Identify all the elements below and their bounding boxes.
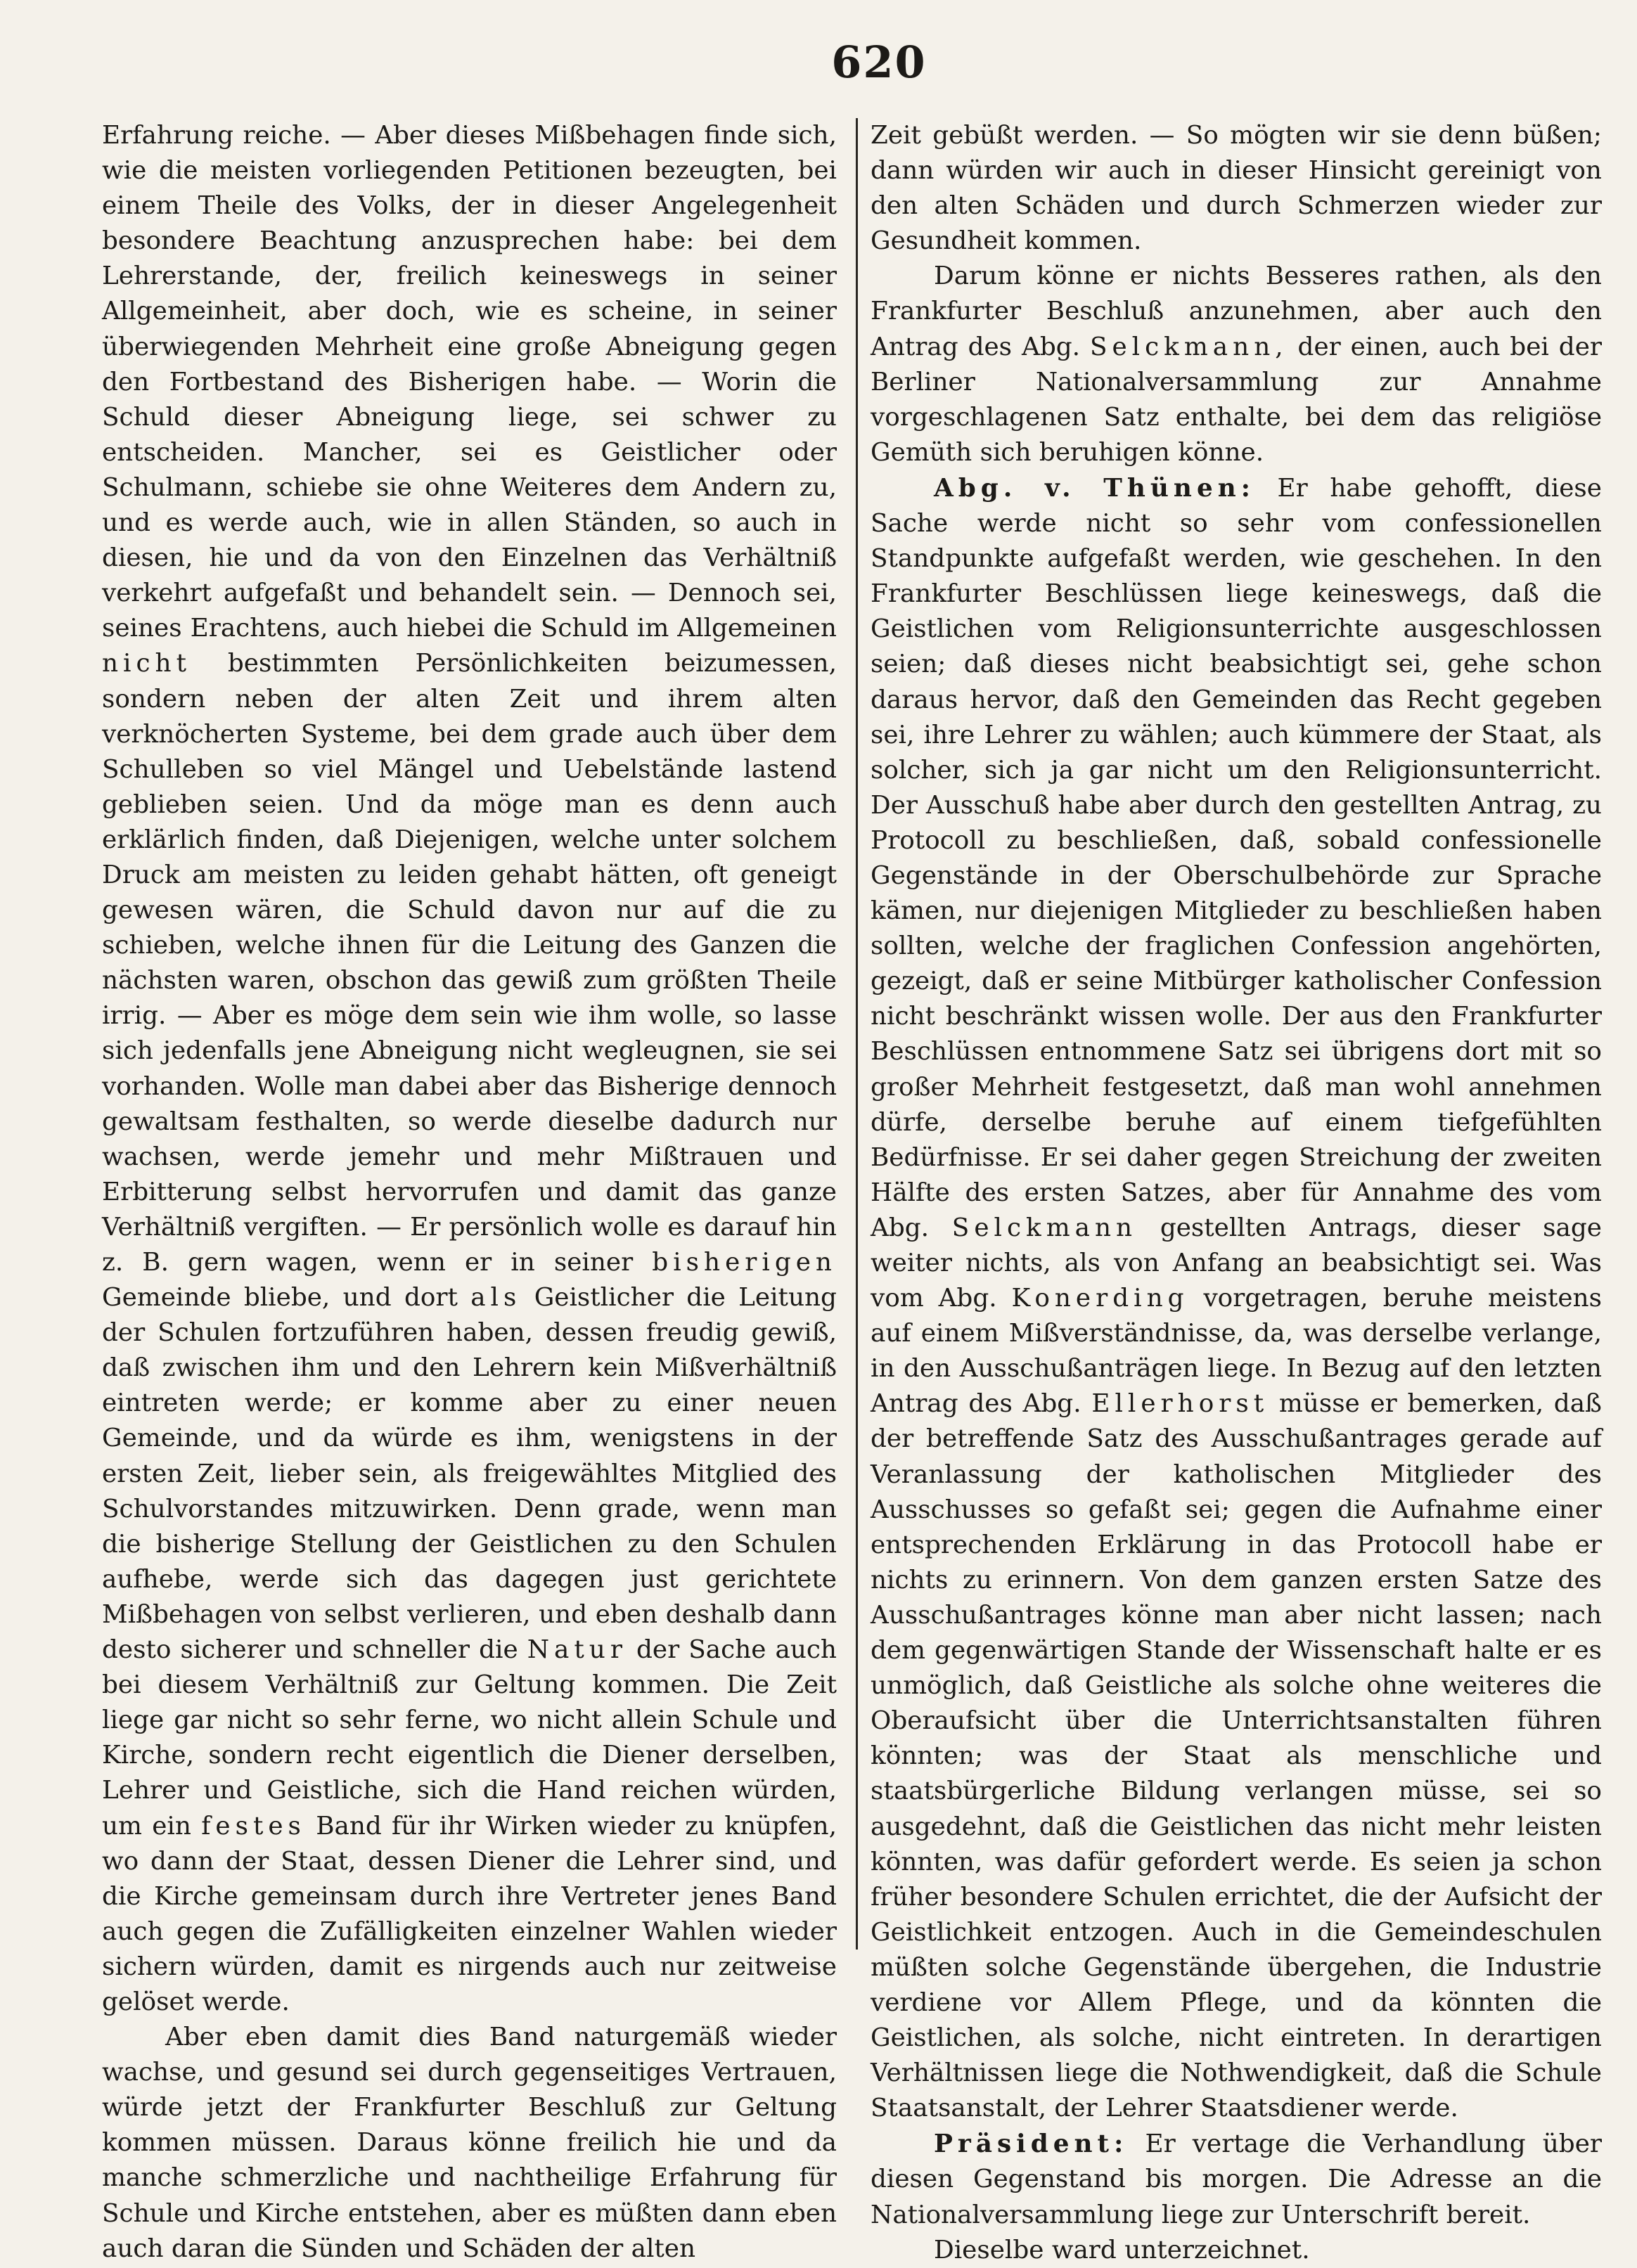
text-run: der Sache auch bei diesem Verhältniß zur Geltung kommen. Die Zeit liege gar nicht so sehr ferne, wo nicht allein Schule und Kirche, sondern recht eigentlich die Diener derselben, Lehrer und Geistliche, sich die Hand reichen würden, um ein <box>102 1635 837 1841</box>
emphasis-nicht: nicht <box>102 649 191 678</box>
speaker-thuenen: Abg. v. Thünen: <box>934 472 1255 503</box>
text-run: Darum könne er nichts Besseres rathen, als den Frankfurter Beschluß anzunehmen, aber auch den Antrag des Abg. <box>871 262 1602 361</box>
text-run: Er vertage die Verhandlung über diesen Gegenstand bis morgen. Die Adresse an die Nationalversammlung liege zur Unterschrift bereit. <box>871 2130 1602 2229</box>
emphasis-festes: festes <box>201 1811 306 1841</box>
emphasis-als: als <box>470 1283 522 1313</box>
text-run: vorgetragen, beruhe meistens auf einem Mißverständnisse, da, was derselbe verlange, in den Ausschußanträgen liege. In Bezug auf den letzten Antrag des Abg. <box>871 1284 1602 1419</box>
emphasis-bisherigen: bisherigen <box>652 1248 837 1277</box>
text-run: Geistlicher die Leitung der Schulen fortzuführen haben, dessen freudig gewiß, daß zwischen ihm und den Lehrern kein Mißverhältniß eintreten werde; er komme aber zu einer neuen Gemeinde, und da würde es ihm, wenigstens in der ersten Zeit, lieber sein, als freigewähltes Mitglied des Schulvorstandes mitzuwirken. Denn grade, wenn man die bisherige Stellung der Geistlichen zu den Schulen aufhebe, werde sich das dagegen just gerichtete Mißbehagen von selbst verlieren, und eben deshalb dann desto sicherer und schneller die <box>102 1283 837 1665</box>
name-selckmann: Selckmann, <box>1089 332 1288 361</box>
right-paragraph-5: Dieselbe ward unterzeichnet. <box>934 2235 1310 2264</box>
right-column <box>871 118 1602 2268</box>
text-run: Gemeinde bliebe, und dort <box>102 1283 458 1313</box>
name-ellerhorst: Ellerhorst <box>1091 1389 1269 1419</box>
name-selckmann: Selckmann <box>951 1213 1138 1242</box>
text-run: gestellten Antrags, dieser sage weiter nichts, als von Anfang an beabsichtigt sei. Was vom Abg. <box>871 1213 1602 1313</box>
text-run: Er habe gehofft, diese Sache werde nicht so sehr vom confessionellen Standpunkte aufgefaßt werden, wie geschehen. In den Frankfurter Beschlüssen liege keineswegs, daß die Geistlichen vom Religionsunterrichte ausgeschlossen seien; daß dieses nicht beabsichtigt sei, gehe schon daraus hervor, daß den Gemeinden das Recht gegeben sei, ihre Lehrer zu wählen; auch kümmere der Staat, als solcher, sich ja gar nicht um den Religionsunterricht. Der Ausschuß habe aber durch den gestellten Antrag, zu Protocoll zu beschließen, daß, sobald confessionelle Gegenstände in der Oberschulbehörde zur Sprache kämen, nur diejenigen Mitglieder zu beschließen haben sollten, welche der fraglichen Confession angehörten, gezeigt, daß er seine Mitbürger katholischer Confession nicht beschränkt wissen wolle. Der aus den Frankfurter Beschlüssen entnommene Satz sei übrigens dort mit so großer Mehrheit festgesetzt, daß man wohl annehmen dürfe, derselbe beruhe auf einem tiefgefühlten Bedürfnisse. Er sei daher gegen Streichung der zweiten Hälfte des ersten Satzes, aber für Annahme des vom Abg. <box>871 473 1602 1242</box>
right-paragraph-3 <box>871 470 1602 2126</box>
left-column <box>102 118 837 2267</box>
column-divider <box>856 118 858 1950</box>
right-paragraph-1: Zeit gebüßt werden. — So mögten wir sie denn büßen; dann würden wir auch in dieser Hinsicht gereinigt von den alten Schäden und durch Schmerzen wieder zur Gesundheit kommen. <box>871 121 1602 256</box>
text-run: Band für ihr Wirken wieder zu knüpfen, wo dann der Staat, dessen Diener die Lehrer sind, und die Kirche gemeinsam durch ihre Vertreter jenes Band auch gegen die Zufälligkeiten einzelner Wahlen wieder sichern würden, damit es nirgends auch nur zeitweise gelöset werde. <box>102 1811 837 2016</box>
name-konerding: Konerding <box>1011 1284 1189 1313</box>
text-run: Erfahrung reiche. — Aber dieses Mißbehagen finde sich, wie die meisten vorliegenden Petitionen bezeugten, bei einem Theile des Volks, der in dieser Angelegenheit besondere Beachtung anzusprechen habe: bei dem Lehrerstande, der, freilich keineswegs in seiner Allgemeinheit, aber doch, wie es scheine, in seiner überwiegenden Mehrheit eine große Abneigung gegen den Fortbestand des Bisherigen habe. — Worin die Schuld dieser Abneigung liege, sei schwer zu entscheiden. Mancher, sei es Geistlicher oder Schulmann, schiebe sie ohne Weiteres dem Andern zu, und es werde auch, wie in allen Ständen, so auch in diesen, hie und da von den Einzelnen das Verhältniß verkehrt aufgefaßt und behandelt sein. — Dennoch sei, seines Erachtens, auch hiebei die Schuld im Allgemeinen <box>102 121 837 643</box>
left-paragraph-2: Aber eben damit dies Band naturgemäß wieder wachse, und gesund sei durch gegenseitiges Vertrauen, würde jetzt der Frankfurter Beschluß zur Geltung kommen müssen. Daraus könne freilich hie und da manche schmerzliche und nachtheilige Erfahrung für Schule und Kirche entstehen, aber es müßten dann eben auch daran die Sünden und Schäden der alten <box>102 2023 837 2263</box>
right-paragraph-2 <box>871 259 1602 470</box>
left-paragraph-1 <box>102 118 837 2020</box>
right-paragraph-4 <box>871 2126 1602 2232</box>
text-run: bestimmten Persönlichkeiten beizumessen, sondern neben der alten Zeit und ihrem alten verknöcherten Systeme, bei dem grade auch über dem Schulleben so viel Mängel und Uebelstände lastend geblieben seien. Und da möge man es denn auch erklärlich finden, daß Diejenigen, welche unter solchem Druck am meisten zu leiden gehabt hätten, oft geneigt gewesen wären, die Schuld davon nur auf die zu schieben, welche ihnen für die Leitung des Ganzen die nächsten waren, obschon das gewiß zum größten Theile irrig. — Aber es möge dem sein wie ihm wolle, so lasse sich jedenfalls jene Abneigung nicht wegleugnen, sie sei vorhanden. Wolle man dabei aber das Bisherige dennoch gewaltsam festhalten, so werde dieselbe dadurch nur wachsen, werde jemehr und mehr Mißtrauen und Erbitterung selbst hervorrufen und damit das ganze Verhältniß vergiften. — Er persönlich wolle es darauf hin z. B. gern wagen, wenn er in seiner <box>102 649 837 1277</box>
page-number: 620 <box>831 37 927 88</box>
text-run: müsse er bemerken, daß der betreffende Satz des Ausschußantrages gerade auf Veranlassung der katholischen Mitglieder des Ausschusses so gefaßt sei; gegen die Aufnahme einer entsprechenden Erklärung in das Protocoll habe er nichts zu erinnern. Von dem ganzen ersten Satze des Ausschußantrages könne man aber nicht lassen; nach dem gegenwärtigen Stande der Wissenschaft halte er es unmöglich, daß Geistliche als solche ohne weiteres die Oberaufsicht über die Unterrichtsanstalten führen könnten; was der Staat als menschliche und staatsbürgerliche Bildung verlangen müsse, sei so ausgedehnt, daß die Geistlichen das nicht mehr leisten könnten, was dafür gefordert werde. Es seien ja schon früher besondere Schulen errichtet, die der Aufsicht der Geistlichkeit entzogen. Auch in die Gemeindeschulen müßten solche Gegenstände übergehen, die Industrie verdiene vor Allem Pflege, und da könnten die Geistlichen, als solche, nicht eintreten. In derartigen Verhältnissen liege die Nothwendigkeit, daß die Schule Staatsanstalt, der Lehrer Staatsdiener werde. <box>871 1389 1602 2123</box>
text-run: der einen, auch bei der Berliner Nationalversammlung zur Annahme vorgeschlagenen Satz enthalte, bei dem das religiöse Gemüth sich beruhigen könne. <box>871 332 1602 467</box>
speaker-praesident: Präsident: <box>934 2129 1129 2159</box>
emphasis-natur: Natur <box>527 1635 627 1665</box>
